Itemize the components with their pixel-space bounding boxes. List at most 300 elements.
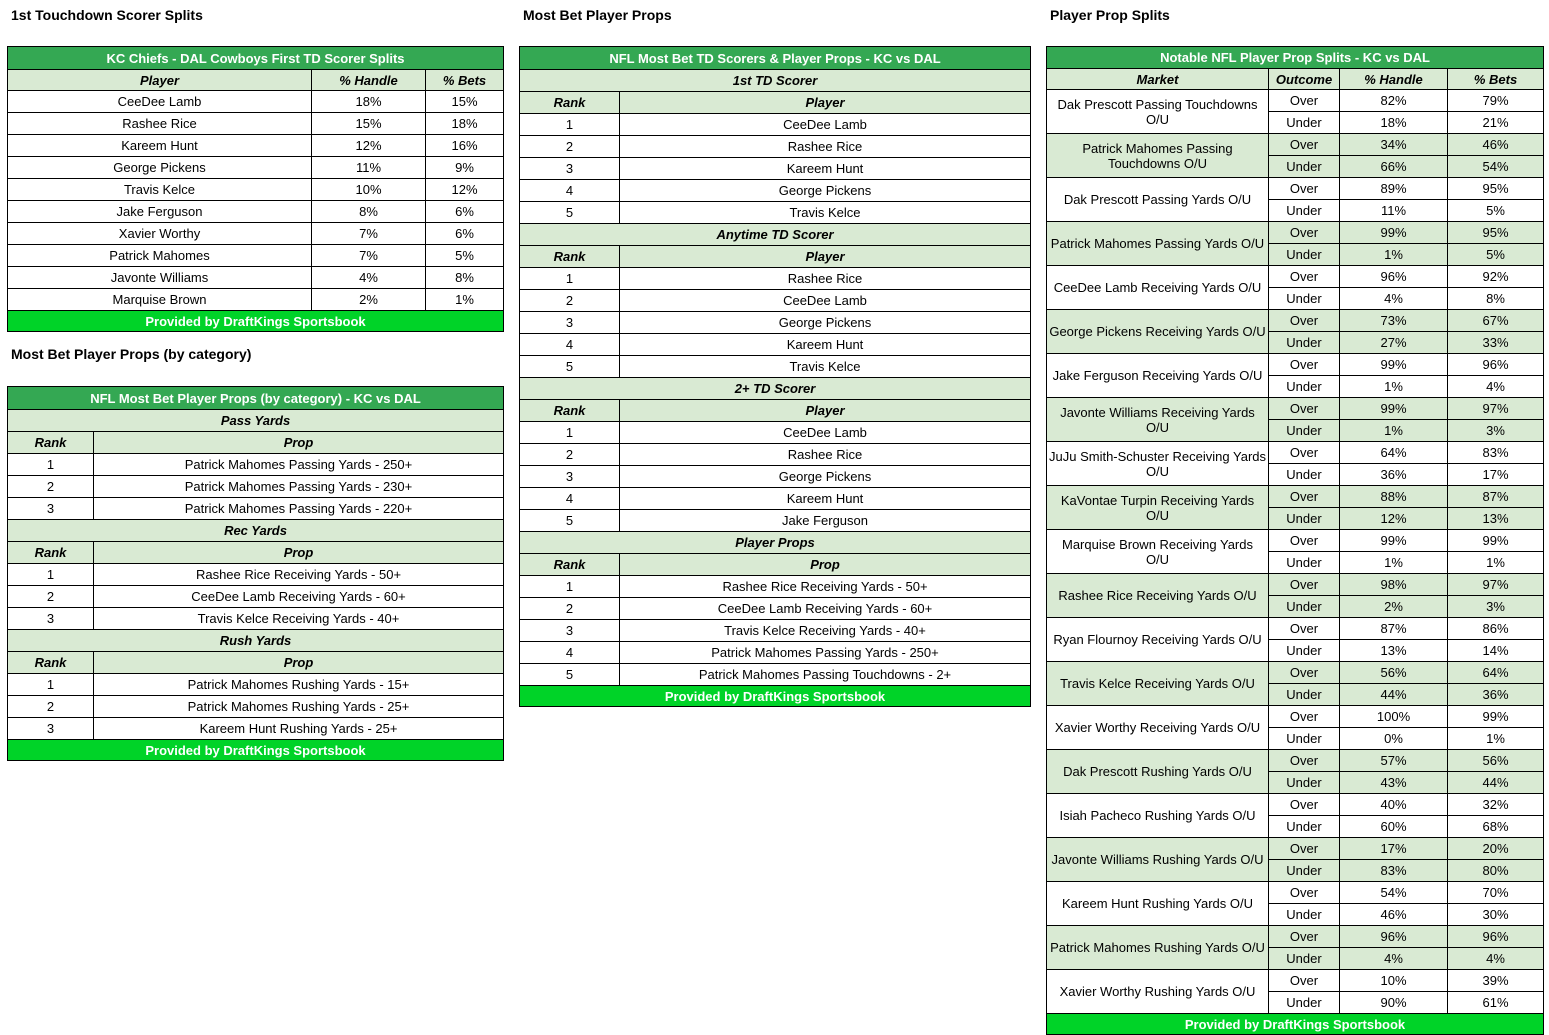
table-title-row (520, 47, 1031, 70)
table-footer: Provided by DraftKings Sportsbook (8, 740, 504, 761)
group-title: Anytime TD Scorer (520, 224, 1031, 246)
table-cell: 4% (1448, 376, 1544, 398)
table-cell: Under (1269, 112, 1340, 134)
table-cell: Over (1269, 222, 1340, 244)
table-cell: 43% (1340, 772, 1448, 794)
table-cell: 40% (1340, 794, 1448, 816)
table-cell: CeeDee Lamb Receiving Yards - 60+ (620, 598, 1031, 620)
table-cell: 15% (312, 113, 426, 135)
first-td-scorer-table (7, 46, 504, 332)
header-row (1047, 69, 1544, 90)
column-header: Rank (520, 246, 620, 268)
market-name: Kareem Hunt Rushing Yards O/U (1047, 882, 1269, 926)
table-cell: Jake Ferguson (620, 510, 1031, 532)
table-row (1047, 926, 1544, 948)
table-row (520, 620, 1031, 642)
table-cell: CeeDee Lamb Receiving Yards - 60+ (94, 586, 504, 608)
table-cell: 6% (426, 201, 504, 223)
table-row (8, 674, 504, 696)
table-cell: 1% (1340, 420, 1448, 442)
table-cell: 2 (8, 586, 94, 608)
table-cell: 3 (520, 158, 620, 180)
table-cell: 5 (520, 202, 620, 224)
table-cell: Marquise Brown (8, 289, 312, 311)
table-row (520, 158, 1031, 180)
table-cell: Under (1269, 376, 1340, 398)
market-name: Patrick Mahomes Passing Yards O/U (1047, 222, 1269, 266)
table-row (1047, 618, 1544, 640)
table-cell: Patrick Mahomes (8, 245, 312, 267)
table-footer-row (8, 740, 504, 761)
table-cell: Patrick Mahomes Passing Yards - 250+ (94, 454, 504, 476)
table-cell: 6% (426, 223, 504, 245)
table-cell: 0% (1340, 728, 1448, 750)
table-cell: Xavier Worthy (8, 223, 312, 245)
table-cell: Under (1269, 860, 1340, 882)
table-row (520, 356, 1031, 378)
table-cell: Rashee Rice (620, 444, 1031, 466)
group-header-row (8, 520, 504, 542)
table-cell: 3% (1448, 596, 1544, 618)
table-cell: 39% (1448, 970, 1544, 992)
table-cell: Over (1269, 706, 1340, 728)
table-cell: 97% (1448, 398, 1544, 420)
table-cell: 36% (1340, 464, 1448, 486)
table-cell: 20% (1448, 838, 1544, 860)
table-cell: 4 (520, 488, 620, 510)
table-cell: 44% (1340, 684, 1448, 706)
market-name: Dak Prescott Passing Yards O/U (1047, 178, 1269, 222)
table-cell: 99% (1340, 354, 1448, 376)
table-row (1047, 882, 1544, 904)
table-cell: Under (1269, 200, 1340, 222)
table-title: NFL Most Bet Player Props (by category) - KC vs DAL (8, 387, 504, 410)
table-cell: CeeDee Lamb (8, 91, 312, 113)
table-row (8, 454, 504, 476)
table-cell: 86% (1448, 618, 1544, 640)
table-cell: 87% (1340, 618, 1448, 640)
table-cell: Over (1269, 442, 1340, 464)
table-row (8, 135, 504, 157)
table-row (520, 642, 1031, 664)
table-row (520, 114, 1031, 136)
table-row (1047, 398, 1544, 420)
table-row (8, 223, 504, 245)
table-cell: Under (1269, 552, 1340, 574)
table-cell: 5% (426, 245, 504, 267)
table-cell: 2% (312, 289, 426, 311)
table-cell: 34% (1340, 134, 1448, 156)
table-row (1047, 970, 1544, 992)
column-header: % Bets (426, 70, 504, 91)
table-cell: Under (1269, 816, 1340, 838)
table-cell: Over (1269, 926, 1340, 948)
table-cell: 68% (1448, 816, 1544, 838)
table-cell: 100% (1340, 706, 1448, 728)
table-cell: 9% (426, 157, 504, 179)
table-cell: 80% (1448, 860, 1544, 882)
table-cell: 3 (520, 466, 620, 488)
header-row (8, 652, 504, 674)
table-row (1047, 266, 1544, 288)
table-cell: 5 (520, 510, 620, 532)
table-cell: 1% (1340, 552, 1448, 574)
table-cell: Under (1269, 684, 1340, 706)
table-cell: 5 (520, 664, 620, 686)
table-cell: Over (1269, 354, 1340, 376)
first-td-section-title: 1st Touchdown Scorer Splits (11, 7, 203, 23)
table-cell: 1 (8, 454, 94, 476)
table-cell: 1% (426, 289, 504, 311)
header-row (520, 246, 1031, 268)
column-header: Player (620, 92, 1031, 114)
table-cell: 2 (8, 476, 94, 498)
table-cell: Under (1269, 244, 1340, 266)
table-cell: 60% (1340, 816, 1448, 838)
most-bet-td-table (519, 46, 1031, 707)
table-cell: 3 (8, 608, 94, 630)
table-row (1047, 574, 1544, 596)
table-cell: 5% (1448, 244, 1544, 266)
market-name: Patrick Mahomes Rushing Yards O/U (1047, 926, 1269, 970)
column-header: Outcome (1269, 69, 1340, 90)
table-row (520, 202, 1031, 224)
market-name: Javonte Williams Receiving Yards O/U (1047, 398, 1269, 442)
table-cell: Travis Kelce Receiving Yards - 40+ (620, 620, 1031, 642)
table-cell: 13% (1340, 640, 1448, 662)
table-cell: 46% (1340, 904, 1448, 926)
table-row (1047, 530, 1544, 552)
table-cell: 33% (1448, 332, 1544, 354)
group-header-row (520, 378, 1031, 400)
column-header: Prop (94, 542, 504, 564)
table-cell: 5 (520, 356, 620, 378)
table-cell: 95% (1448, 222, 1544, 244)
table-cell: 2 (520, 598, 620, 620)
table-cell: 99% (1340, 398, 1448, 420)
table-cell: Over (1269, 486, 1340, 508)
table-row (1047, 442, 1544, 464)
market-name: Travis Kelce Receiving Yards O/U (1047, 662, 1269, 706)
table-cell: 1% (1448, 552, 1544, 574)
group-header-row (8, 630, 504, 652)
table-cell: 99% (1340, 222, 1448, 244)
table-row (1047, 662, 1544, 684)
column-header: % Handle (1340, 69, 1448, 90)
table-cell: 18% (312, 91, 426, 113)
table-cell: 82% (1340, 90, 1448, 112)
table-title-row (1047, 47, 1544, 69)
column-header: Market (1047, 69, 1269, 90)
table-cell: 99% (1448, 706, 1544, 728)
column-header: Rank (520, 554, 620, 576)
table-row (520, 576, 1031, 598)
table-cell: 96% (1340, 266, 1448, 288)
table-title-row (8, 47, 504, 70)
table-cell: 8% (426, 267, 504, 289)
table-cell: 99% (1340, 530, 1448, 552)
table-cell: Over (1269, 970, 1340, 992)
market-name: KaVontae Turpin Receiving Yards O/U (1047, 486, 1269, 530)
table-cell: 1 (520, 422, 620, 444)
table-cell: Kareem Hunt (8, 135, 312, 157)
table-row (520, 466, 1031, 488)
table-cell: Patrick Mahomes Passing Yards - 250+ (620, 642, 1031, 664)
column-header: Player (620, 246, 1031, 268)
table-cell: Under (1269, 772, 1340, 794)
table-cell: 2 (520, 444, 620, 466)
table-cell: Over (1269, 662, 1340, 684)
table-cell: Under (1269, 992, 1340, 1014)
table-cell: 1 (520, 268, 620, 290)
table-cell: CeeDee Lamb (620, 422, 1031, 444)
table-cell: Rashee Rice Receiving Yards - 50+ (94, 564, 504, 586)
table-cell: Under (1269, 508, 1340, 530)
table-cell: 17% (1448, 464, 1544, 486)
table-footer: Provided by DraftKings Sportsbook (520, 686, 1031, 707)
table-cell: Under (1269, 420, 1340, 442)
table-cell: 15% (426, 91, 504, 113)
table-cell: 7% (312, 245, 426, 267)
table-cell: Patrick Mahomes Rushing Yards - 15+ (94, 674, 504, 696)
table-cell: CeeDee Lamb (620, 114, 1031, 136)
group-header-row (520, 532, 1031, 554)
table-cell: 79% (1448, 90, 1544, 112)
table-cell: 83% (1448, 442, 1544, 464)
table-row (520, 334, 1031, 356)
table-row (8, 718, 504, 740)
table-cell: 12% (1340, 508, 1448, 530)
table-row (1047, 750, 1544, 772)
column-header: Rank (8, 432, 94, 454)
table-cell: 11% (312, 157, 426, 179)
table-cell: Over (1269, 794, 1340, 816)
table-cell: 17% (1340, 838, 1448, 860)
table-cell: 89% (1340, 178, 1448, 200)
table-row (520, 598, 1031, 620)
table-cell: Over (1269, 90, 1340, 112)
table-cell: Patrick Mahomes Rushing Yards - 25+ (94, 696, 504, 718)
table-cell: 96% (1340, 926, 1448, 948)
table-row (8, 498, 504, 520)
table-cell: Javonte Williams (8, 267, 312, 289)
column-header: Rank (8, 652, 94, 674)
table-row (8, 201, 504, 223)
table-cell: 64% (1448, 662, 1544, 684)
table-cell: 1 (8, 674, 94, 696)
table-cell: Under (1269, 596, 1340, 618)
table-row (520, 664, 1031, 686)
table-cell: 30% (1448, 904, 1544, 926)
table-cell: 92% (1448, 266, 1544, 288)
table-cell: 4 (520, 334, 620, 356)
table-cell: Jake Ferguson (8, 201, 312, 223)
table-cell: CeeDee Lamb (620, 290, 1031, 312)
table-cell: 13% (1448, 508, 1544, 530)
table-row (8, 267, 504, 289)
table-cell: 1 (520, 114, 620, 136)
table-cell: 73% (1340, 310, 1448, 332)
table-cell: Under (1269, 332, 1340, 354)
table-row (8, 476, 504, 498)
table-row (520, 422, 1031, 444)
table-cell: 83% (1340, 860, 1448, 882)
table-row (8, 91, 504, 113)
table-cell: 56% (1340, 662, 1448, 684)
group-title: Rec Yards (8, 520, 504, 542)
table-row (520, 510, 1031, 532)
table-cell: 18% (426, 113, 504, 135)
market-name: JuJu Smith-Schuster Receiving Yards O/U (1047, 442, 1269, 486)
group-title: Player Props (520, 532, 1031, 554)
table-cell: 96% (1448, 354, 1544, 376)
table-row (520, 180, 1031, 202)
table-row (1047, 134, 1544, 156)
table-cell: 11% (1340, 200, 1448, 222)
table-cell: 4 (520, 642, 620, 664)
table-cell: Under (1269, 288, 1340, 310)
table-cell: 96% (1448, 926, 1544, 948)
by-category-table (7, 386, 504, 761)
header-row (520, 400, 1031, 422)
table-cell: Patrick Mahomes Passing Touchdowns - 2+ (620, 664, 1031, 686)
table-cell: Under (1269, 640, 1340, 662)
table-cell: Travis Kelce (620, 202, 1031, 224)
table-cell: Rashee Rice (620, 268, 1031, 290)
table-cell: 10% (312, 179, 426, 201)
table-title: NFL Most Bet TD Scorers & Player Props - KC vs DAL (520, 47, 1031, 70)
table-row (520, 290, 1031, 312)
table-footer-row (1047, 1014, 1544, 1035)
table-cell: 70% (1448, 882, 1544, 904)
table-cell: 64% (1340, 442, 1448, 464)
column-header: Player (620, 400, 1031, 422)
column-header: Player (8, 70, 312, 91)
table-cell: Over (1269, 750, 1340, 772)
table-cell: 2% (1340, 596, 1448, 618)
table-cell: 88% (1340, 486, 1448, 508)
table-cell: Travis Kelce (620, 356, 1031, 378)
table-row (8, 113, 504, 135)
table-row (8, 289, 504, 311)
table-cell: 27% (1340, 332, 1448, 354)
table-cell: 4% (1340, 288, 1448, 310)
table-row (8, 586, 504, 608)
table-cell: Over (1269, 310, 1340, 332)
table-cell: 8% (1448, 288, 1544, 310)
market-name: Jake Ferguson Receiving Yards O/U (1047, 354, 1269, 398)
table-footer: Provided by DraftKings Sportsbook (1047, 1014, 1544, 1035)
table-footer-row (8, 311, 504, 332)
table-cell: 3 (8, 498, 94, 520)
market-name: Marquise Brown Receiving Yards O/U (1047, 530, 1269, 574)
table-cell: George Pickens (620, 312, 1031, 334)
table-cell: Over (1269, 266, 1340, 288)
table-row (1047, 310, 1544, 332)
table-cell: 5% (1448, 200, 1544, 222)
table-row (1047, 90, 1544, 112)
table-row (8, 157, 504, 179)
market-name: Isiah Pacheco Rushing Yards O/U (1047, 794, 1269, 838)
market-name: Dak Prescott Passing Touchdowns O/U (1047, 90, 1269, 134)
table-cell: 3 (520, 620, 620, 642)
table-cell: 4% (312, 267, 426, 289)
table-cell: 1% (1448, 728, 1544, 750)
group-title: 1st TD Scorer (520, 70, 1031, 92)
table-cell: 4% (1340, 948, 1448, 970)
table-cell: 97% (1448, 574, 1544, 596)
table-cell: Rashee Rice (620, 136, 1031, 158)
header-row (8, 70, 504, 91)
table-row (520, 488, 1031, 510)
table-row (1047, 222, 1544, 244)
group-header-row (520, 70, 1031, 92)
by-category-section-title: Most Bet Player Props (by category) (11, 346, 252, 362)
table-cell: 36% (1448, 684, 1544, 706)
table-cell: 3% (1448, 420, 1544, 442)
market-name: Xavier Worthy Receiving Yards O/U (1047, 706, 1269, 750)
table-cell: 10% (1340, 970, 1448, 992)
table-cell: 44% (1448, 772, 1544, 794)
player-prop-splits-table (1046, 46, 1544, 1035)
table-cell: 3 (520, 312, 620, 334)
table-cell: 90% (1340, 992, 1448, 1014)
table-cell: 4% (1448, 948, 1544, 970)
table-row (8, 608, 504, 630)
table-row (520, 444, 1031, 466)
table-cell: 4 (520, 180, 620, 202)
column-header: % Bets (1448, 69, 1544, 90)
table-cell: Over (1269, 838, 1340, 860)
table-cell: 18% (1340, 112, 1448, 134)
group-title: 2+ TD Scorer (520, 378, 1031, 400)
market-name: Xavier Worthy Rushing Yards O/U (1047, 970, 1269, 1014)
table-cell: George Pickens (620, 466, 1031, 488)
table-cell: Travis Kelce Receiving Yards - 40+ (94, 608, 504, 630)
table-cell: 56% (1448, 750, 1544, 772)
table-row (520, 312, 1031, 334)
table-title-row (8, 387, 504, 410)
market-name: Javonte Williams Rushing Yards O/U (1047, 838, 1269, 882)
table-row (1047, 706, 1544, 728)
table-cell: 57% (1340, 750, 1448, 772)
table-row (8, 179, 504, 201)
table-cell: 7% (312, 223, 426, 245)
table-cell: 54% (1340, 882, 1448, 904)
table-cell: 2 (520, 136, 620, 158)
table-cell: 16% (426, 135, 504, 157)
most-bet-section-title: Most Bet Player Props (523, 7, 672, 23)
table-cell: Under (1269, 728, 1340, 750)
market-name: Ryan Flournoy Receiving Yards O/U (1047, 618, 1269, 662)
group-header-row (520, 224, 1031, 246)
table-cell: Rashee Rice (8, 113, 312, 135)
table-cell: Over (1269, 134, 1340, 156)
table-cell: 2 (8, 696, 94, 718)
table-cell: 32% (1448, 794, 1544, 816)
table-cell: 12% (312, 135, 426, 157)
prop-splits-section-title: Player Prop Splits (1050, 7, 1170, 23)
table-cell: 46% (1448, 134, 1544, 156)
table-cell: 67% (1448, 310, 1544, 332)
table-cell: Over (1269, 530, 1340, 552)
table-cell: 1 (8, 564, 94, 586)
table-row (520, 268, 1031, 290)
table-title: KC Chiefs - DAL Cowboys First TD Scorer Splits (8, 47, 504, 70)
header-row (520, 554, 1031, 576)
column-header: Prop (620, 554, 1031, 576)
market-name: Patrick Mahomes Passing Touchdowns O/U (1047, 134, 1269, 178)
